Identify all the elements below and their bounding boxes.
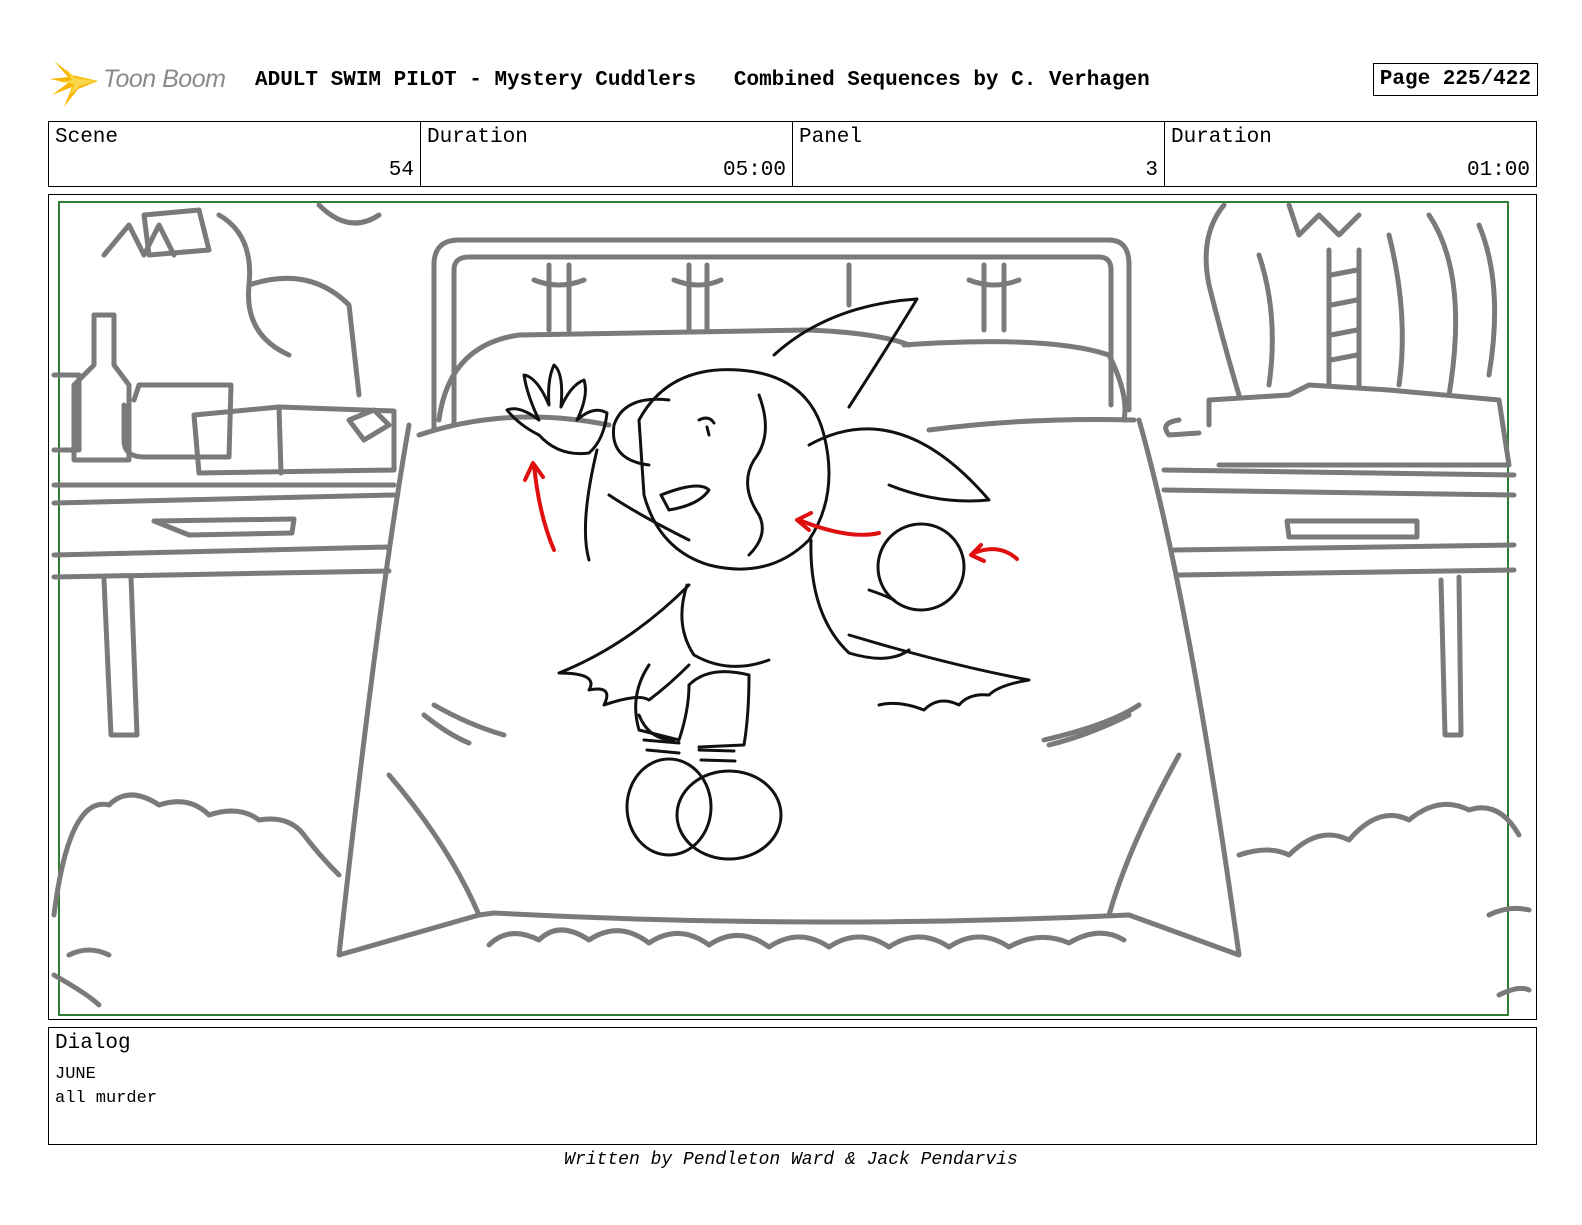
document-title: ADULT SWIM PILOT - Mystery Cuddlers Combined Sequences by C. Verhagen [255,69,1150,92]
panel-duration-value: 01:00 [1466,159,1530,182]
motion-arrows [525,463,1017,561]
page-header [50,55,1538,111]
panel-value: 3 [1145,159,1158,182]
storyboard-panel [48,194,1537,1020]
storyboard-drawing [49,195,1537,1020]
scene-cell [49,122,421,186]
scene-duration-cell [421,122,793,186]
panel-cell [793,122,1165,186]
scene-duration-value: 05:00 [722,159,786,182]
background-sketch [54,205,1529,1005]
dialog-line: all murder [55,1089,158,1108]
footer-credit: Written by Pendleton Ward & Jack Pendarvis [564,1150,1018,1170]
scene-value: 54 [388,159,414,182]
starburst-icon [50,55,102,111]
logo-text: Toon Boom [103,65,226,93]
panel-label: Panel [799,126,863,149]
character-ink [507,299,1029,859]
panel-duration-cell [1165,122,1536,186]
safe-frame [59,202,1508,1015]
panel-duration-label: Duration [1171,126,1272,149]
arrow-left-icon [799,520,879,535]
dialog-box [48,1027,1537,1145]
dialog-label: Dialog [55,1032,131,1055]
scene-duration-label: Duration [427,126,528,149]
toon-boom-logo [50,55,250,111]
page-number: Page 225/422 [1373,63,1538,96]
scene-label: Scene [55,126,119,149]
scene-info-row [48,121,1537,187]
dialog-speaker: JUNE [55,1065,96,1084]
